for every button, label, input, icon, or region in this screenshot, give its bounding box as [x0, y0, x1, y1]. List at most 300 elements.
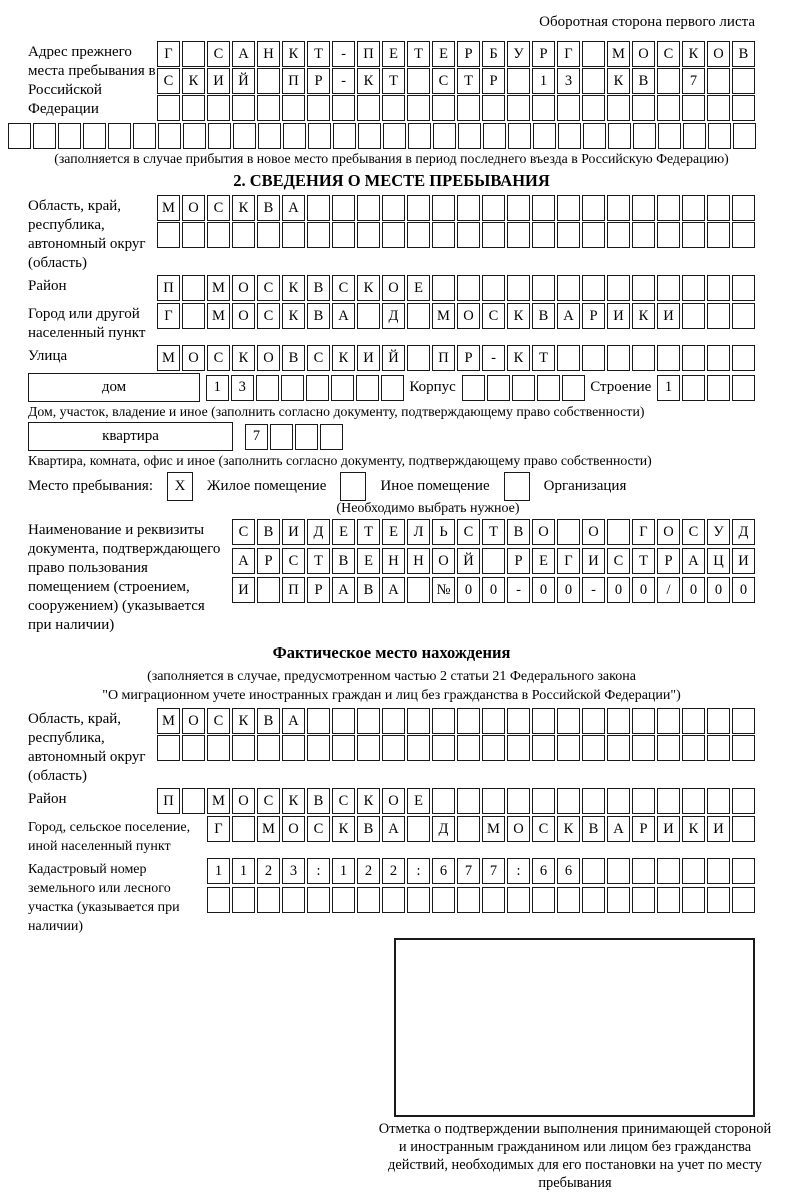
- char-box[interactable]: 6: [532, 858, 555, 884]
- char-box[interactable]: 3: [231, 375, 254, 401]
- char-box[interactable]: К: [682, 816, 705, 842]
- char-box[interactable]: 1: [332, 858, 355, 884]
- char-box[interactable]: [457, 708, 480, 734]
- char-box[interactable]: К: [232, 345, 255, 371]
- char-box[interactable]: Т: [457, 68, 480, 94]
- char-box[interactable]: О: [582, 519, 605, 545]
- char-box[interactable]: [257, 68, 280, 94]
- char-box[interactable]: [532, 735, 555, 761]
- char-box[interactable]: [657, 195, 680, 221]
- char-box[interactable]: [432, 195, 455, 221]
- char-box[interactable]: [532, 195, 555, 221]
- char-box[interactable]: [432, 788, 455, 814]
- char-box[interactable]: [732, 95, 755, 121]
- char-box[interactable]: Г: [207, 816, 230, 842]
- char-box[interactable]: [707, 735, 730, 761]
- char-box[interactable]: [682, 375, 705, 401]
- char-box[interactable]: [356, 375, 379, 401]
- char-box[interactable]: [232, 816, 255, 842]
- char-box[interactable]: В: [632, 68, 655, 94]
- char-box[interactable]: [358, 123, 381, 149]
- char-box[interactable]: Е: [332, 519, 355, 545]
- char-box[interactable]: [457, 735, 480, 761]
- char-box[interactable]: [382, 95, 405, 121]
- char-box[interactable]: [258, 123, 281, 149]
- char-box[interactable]: [582, 41, 605, 67]
- char-box[interactable]: [557, 887, 580, 913]
- char-box[interactable]: К: [332, 345, 355, 371]
- char-box[interactable]: И: [357, 345, 380, 371]
- char-box[interactable]: О: [182, 708, 205, 734]
- char-box[interactable]: [458, 123, 481, 149]
- char-box[interactable]: Т: [407, 41, 430, 67]
- char-box[interactable]: А: [607, 816, 630, 842]
- char-box[interactable]: [507, 275, 530, 301]
- char-box[interactable]: Р: [582, 303, 605, 329]
- char-box[interactable]: [582, 735, 605, 761]
- char-box[interactable]: [482, 195, 505, 221]
- char-box[interactable]: В: [357, 577, 380, 603]
- char-box[interactable]: [183, 123, 206, 149]
- char-box[interactable]: [357, 887, 380, 913]
- char-box[interactable]: А: [382, 577, 405, 603]
- char-box[interactable]: Й: [457, 548, 480, 574]
- char-box[interactable]: [607, 345, 630, 371]
- char-box[interactable]: К: [282, 275, 305, 301]
- char-box[interactable]: [557, 95, 580, 121]
- char-box[interactable]: Р: [657, 548, 680, 574]
- char-box[interactable]: [507, 95, 530, 121]
- char-box[interactable]: О: [657, 519, 680, 545]
- char-box[interactable]: [582, 858, 605, 884]
- char-box[interactable]: М: [207, 303, 230, 329]
- char-box[interactable]: [157, 222, 180, 248]
- char-box[interactable]: [632, 708, 655, 734]
- char-box[interactable]: [508, 123, 531, 149]
- char-box[interactable]: 1: [207, 858, 230, 884]
- char-box[interactable]: [457, 195, 480, 221]
- char-box[interactable]: [407, 345, 430, 371]
- char-box[interactable]: 7: [245, 424, 268, 450]
- char-box[interactable]: И: [607, 303, 630, 329]
- char-box[interactable]: [332, 708, 355, 734]
- char-box[interactable]: [257, 95, 280, 121]
- char-box[interactable]: [682, 222, 705, 248]
- char-box[interactable]: [407, 887, 430, 913]
- char-box[interactable]: И: [282, 519, 305, 545]
- char-box[interactable]: -: [507, 577, 530, 603]
- char-box[interactable]: [158, 123, 181, 149]
- char-box[interactable]: О: [182, 195, 205, 221]
- char-box[interactable]: К: [682, 41, 705, 67]
- char-box[interactable]: 6: [432, 858, 455, 884]
- char-box[interactable]: 2: [382, 858, 405, 884]
- char-box[interactable]: В: [357, 816, 380, 842]
- char-box[interactable]: Е: [357, 548, 380, 574]
- char-box[interactable]: О: [257, 345, 280, 371]
- char-box[interactable]: 2: [257, 858, 280, 884]
- char-box[interactable]: 2: [357, 858, 380, 884]
- char-box[interactable]: И: [207, 68, 230, 94]
- char-box[interactable]: [657, 275, 680, 301]
- char-box[interactable]: [732, 858, 755, 884]
- char-box[interactable]: [483, 123, 506, 149]
- char-box[interactable]: [557, 275, 580, 301]
- char-box[interactable]: [8, 123, 31, 149]
- char-box[interactable]: №: [432, 577, 455, 603]
- char-box[interactable]: Н: [257, 41, 280, 67]
- char-box[interactable]: [557, 519, 580, 545]
- char-box[interactable]: Т: [307, 41, 330, 67]
- char-box[interactable]: Ь: [432, 519, 455, 545]
- char-box[interactable]: С: [257, 788, 280, 814]
- char-box[interactable]: О: [232, 303, 255, 329]
- char-box[interactable]: [707, 303, 730, 329]
- char-box[interactable]: Н: [382, 548, 405, 574]
- char-box[interactable]: О: [707, 41, 730, 67]
- char-box[interactable]: [182, 95, 205, 121]
- char-box[interactable]: [707, 195, 730, 221]
- char-box[interactable]: С: [532, 816, 555, 842]
- char-box[interactable]: [732, 735, 755, 761]
- char-box[interactable]: [683, 123, 706, 149]
- char-box[interactable]: [607, 275, 630, 301]
- char-box[interactable]: С: [207, 195, 230, 221]
- char-box[interactable]: А: [682, 548, 705, 574]
- char-box[interactable]: [657, 345, 680, 371]
- char-box[interactable]: [482, 275, 505, 301]
- char-box[interactable]: В: [732, 41, 755, 67]
- char-box[interactable]: [633, 123, 656, 149]
- char-box[interactable]: [282, 95, 305, 121]
- char-box[interactable]: С: [682, 519, 705, 545]
- char-box[interactable]: [607, 788, 630, 814]
- char-box[interactable]: 0: [632, 577, 655, 603]
- char-box[interactable]: 1: [206, 375, 229, 401]
- char-box[interactable]: [707, 887, 730, 913]
- char-box[interactable]: [457, 816, 480, 842]
- char-box[interactable]: [682, 95, 705, 121]
- char-box[interactable]: [657, 68, 680, 94]
- char-box[interactable]: [732, 275, 755, 301]
- char-box[interactable]: [332, 735, 355, 761]
- char-box[interactable]: [182, 222, 205, 248]
- char-box[interactable]: О: [532, 519, 555, 545]
- char-box[interactable]: [157, 95, 180, 121]
- char-box[interactable]: Е: [382, 519, 405, 545]
- char-box[interactable]: М: [207, 275, 230, 301]
- char-box[interactable]: [256, 375, 279, 401]
- char-box[interactable]: [682, 858, 705, 884]
- char-box[interactable]: [707, 708, 730, 734]
- char-box[interactable]: Т: [532, 345, 555, 371]
- char-box[interactable]: А: [282, 708, 305, 734]
- char-box[interactable]: [507, 195, 530, 221]
- char-box[interactable]: В: [332, 548, 355, 574]
- char-box[interactable]: [482, 95, 505, 121]
- char-box[interactable]: С: [207, 41, 230, 67]
- char-box[interactable]: Е: [382, 41, 405, 67]
- char-box[interactable]: [307, 887, 330, 913]
- char-box[interactable]: [682, 887, 705, 913]
- char-box[interactable]: П: [282, 577, 305, 603]
- char-box[interactable]: О: [382, 275, 405, 301]
- char-box[interactable]: [583, 123, 606, 149]
- char-box[interactable]: М: [257, 816, 280, 842]
- char-box[interactable]: И: [582, 548, 605, 574]
- char-box[interactable]: [457, 788, 480, 814]
- char-box[interactable]: [432, 222, 455, 248]
- char-box[interactable]: [207, 735, 230, 761]
- char-box[interactable]: 0: [682, 577, 705, 603]
- char-box[interactable]: [607, 95, 630, 121]
- char-box[interactable]: К: [232, 195, 255, 221]
- char-box[interactable]: К: [632, 303, 655, 329]
- char-box[interactable]: [512, 375, 535, 401]
- char-box[interactable]: [407, 222, 430, 248]
- char-box[interactable]: К: [232, 708, 255, 734]
- char-box[interactable]: В: [532, 303, 555, 329]
- char-box[interactable]: Г: [157, 41, 180, 67]
- char-box[interactable]: 0: [707, 577, 730, 603]
- char-box[interactable]: [307, 95, 330, 121]
- char-box[interactable]: [357, 735, 380, 761]
- char-box[interactable]: [582, 95, 605, 121]
- char-box[interactable]: Е: [432, 41, 455, 67]
- char-box[interactable]: П: [157, 275, 180, 301]
- char-box[interactable]: [582, 222, 605, 248]
- char-box[interactable]: С: [307, 345, 330, 371]
- char-box[interactable]: [582, 788, 605, 814]
- char-box[interactable]: В: [307, 788, 330, 814]
- checkbox-zhiloe[interactable]: X: [167, 472, 193, 501]
- char-box[interactable]: [382, 222, 405, 248]
- char-box[interactable]: [732, 375, 755, 401]
- char-box[interactable]: 0: [532, 577, 555, 603]
- char-box[interactable]: [207, 95, 230, 121]
- char-box[interactable]: Р: [307, 577, 330, 603]
- char-box[interactable]: [607, 519, 630, 545]
- char-box[interactable]: [333, 123, 356, 149]
- char-box[interactable]: С: [257, 303, 280, 329]
- char-box[interactable]: Т: [382, 68, 405, 94]
- char-box[interactable]: А: [332, 303, 355, 329]
- char-box[interactable]: [482, 548, 505, 574]
- char-box[interactable]: [682, 708, 705, 734]
- char-box[interactable]: [557, 345, 580, 371]
- char-box[interactable]: Г: [157, 303, 180, 329]
- char-box[interactable]: [582, 275, 605, 301]
- char-box[interactable]: [407, 95, 430, 121]
- char-box[interactable]: [507, 708, 530, 734]
- char-box[interactable]: [607, 708, 630, 734]
- char-box[interactable]: [462, 375, 485, 401]
- char-box[interactable]: С: [482, 303, 505, 329]
- char-box[interactable]: [381, 375, 404, 401]
- char-box[interactable]: [357, 222, 380, 248]
- char-box[interactable]: Б: [482, 41, 505, 67]
- char-box[interactable]: -: [582, 577, 605, 603]
- char-box[interactable]: У: [707, 519, 730, 545]
- char-box[interactable]: [682, 735, 705, 761]
- char-box[interactable]: 3: [282, 858, 305, 884]
- char-box[interactable]: С: [332, 275, 355, 301]
- char-box[interactable]: [632, 275, 655, 301]
- char-box[interactable]: [307, 708, 330, 734]
- char-box[interactable]: [732, 345, 755, 371]
- char-box[interactable]: [608, 123, 631, 149]
- char-box[interactable]: [557, 788, 580, 814]
- char-box[interactable]: [532, 887, 555, 913]
- char-box[interactable]: :: [507, 858, 530, 884]
- char-box[interactable]: С: [282, 548, 305, 574]
- char-box[interactable]: А: [232, 41, 255, 67]
- char-box[interactable]: [108, 123, 131, 149]
- char-box[interactable]: [232, 887, 255, 913]
- char-box[interactable]: С: [232, 519, 255, 545]
- char-box[interactable]: Р: [457, 345, 480, 371]
- char-box[interactable]: К: [282, 303, 305, 329]
- char-box[interactable]: [33, 123, 56, 149]
- char-box[interactable]: [732, 222, 755, 248]
- char-box[interactable]: [537, 375, 560, 401]
- char-box[interactable]: В: [307, 275, 330, 301]
- char-box[interactable]: -: [332, 41, 355, 67]
- char-box[interactable]: Р: [307, 68, 330, 94]
- char-box[interactable]: К: [607, 68, 630, 94]
- char-box[interactable]: [707, 68, 730, 94]
- char-box[interactable]: [332, 887, 355, 913]
- char-box[interactable]: [607, 195, 630, 221]
- char-box[interactable]: О: [182, 345, 205, 371]
- char-box[interactable]: [607, 887, 630, 913]
- char-box[interactable]: [707, 788, 730, 814]
- char-box[interactable]: С: [257, 275, 280, 301]
- char-box[interactable]: [295, 424, 318, 450]
- char-box[interactable]: Е: [532, 548, 555, 574]
- char-box[interactable]: У: [507, 41, 530, 67]
- char-box[interactable]: К: [332, 816, 355, 842]
- char-box[interactable]: [657, 788, 680, 814]
- char-box[interactable]: М: [157, 195, 180, 221]
- char-box[interactable]: [557, 708, 580, 734]
- char-box[interactable]: К: [282, 788, 305, 814]
- char-box[interactable]: К: [357, 275, 380, 301]
- char-box[interactable]: [707, 858, 730, 884]
- char-box[interactable]: [457, 95, 480, 121]
- char-box[interactable]: [357, 195, 380, 221]
- char-box[interactable]: [482, 708, 505, 734]
- char-box[interactable]: [707, 222, 730, 248]
- char-box[interactable]: 0: [457, 577, 480, 603]
- char-box[interactable]: [582, 345, 605, 371]
- char-box[interactable]: [507, 735, 530, 761]
- char-box[interactable]: [232, 95, 255, 121]
- char-box[interactable]: [682, 275, 705, 301]
- char-box[interactable]: К: [357, 68, 380, 94]
- char-box[interactable]: -: [482, 345, 505, 371]
- char-box[interactable]: К: [182, 68, 205, 94]
- char-box[interactable]: [357, 303, 380, 329]
- char-box[interactable]: [533, 123, 556, 149]
- char-box[interactable]: [657, 858, 680, 884]
- char-box[interactable]: [233, 123, 256, 149]
- char-box[interactable]: [707, 275, 730, 301]
- char-box[interactable]: [408, 123, 431, 149]
- char-box[interactable]: О: [382, 788, 405, 814]
- char-box[interactable]: [182, 303, 205, 329]
- char-box[interactable]: [432, 708, 455, 734]
- char-box[interactable]: С: [607, 548, 630, 574]
- char-box[interactable]: [332, 222, 355, 248]
- char-box[interactable]: 0: [607, 577, 630, 603]
- char-box[interactable]: [407, 303, 430, 329]
- char-box[interactable]: В: [257, 195, 280, 221]
- char-box[interactable]: [657, 735, 680, 761]
- char-box[interactable]: А: [332, 577, 355, 603]
- char-box[interactable]: В: [582, 816, 605, 842]
- char-box[interactable]: [532, 788, 555, 814]
- char-box[interactable]: М: [432, 303, 455, 329]
- char-box[interactable]: Д: [732, 519, 755, 545]
- char-box[interactable]: /: [657, 577, 680, 603]
- char-box[interactable]: 1: [657, 375, 680, 401]
- char-box[interactable]: [207, 222, 230, 248]
- char-box[interactable]: И: [707, 816, 730, 842]
- char-box[interactable]: [708, 123, 731, 149]
- char-box[interactable]: В: [282, 345, 305, 371]
- char-box[interactable]: Г: [557, 548, 580, 574]
- char-box[interactable]: [282, 887, 305, 913]
- char-box[interactable]: О: [632, 41, 655, 67]
- char-box[interactable]: 1: [532, 68, 555, 94]
- char-box[interactable]: [682, 788, 705, 814]
- char-box[interactable]: [532, 275, 555, 301]
- char-box[interactable]: [307, 195, 330, 221]
- char-box[interactable]: Г: [557, 41, 580, 67]
- char-box[interactable]: :: [307, 858, 330, 884]
- char-box[interactable]: [507, 788, 530, 814]
- char-box[interactable]: [632, 788, 655, 814]
- char-box[interactable]: Р: [507, 548, 530, 574]
- char-box[interactable]: 1: [232, 858, 255, 884]
- char-box[interactable]: [557, 222, 580, 248]
- char-box[interactable]: [58, 123, 81, 149]
- char-box[interactable]: [632, 345, 655, 371]
- char-box[interactable]: [707, 95, 730, 121]
- char-box[interactable]: П: [157, 788, 180, 814]
- char-box[interactable]: 7: [457, 858, 480, 884]
- char-box[interactable]: [732, 68, 755, 94]
- char-box[interactable]: О: [457, 303, 480, 329]
- char-box[interactable]: [207, 887, 230, 913]
- char-box[interactable]: Р: [532, 41, 555, 67]
- char-box[interactable]: [562, 375, 585, 401]
- char-box[interactable]: [157, 735, 180, 761]
- char-box[interactable]: С: [207, 708, 230, 734]
- char-box[interactable]: [632, 95, 655, 121]
- char-box[interactable]: К: [357, 788, 380, 814]
- char-box[interactable]: 0: [732, 577, 755, 603]
- char-box[interactable]: О: [432, 548, 455, 574]
- char-box[interactable]: [682, 345, 705, 371]
- char-box[interactable]: [407, 708, 430, 734]
- char-box[interactable]: И: [657, 816, 680, 842]
- char-box[interactable]: [257, 577, 280, 603]
- checkbox-inoe[interactable]: [340, 472, 366, 501]
- char-box[interactable]: [632, 887, 655, 913]
- char-box[interactable]: К: [282, 41, 305, 67]
